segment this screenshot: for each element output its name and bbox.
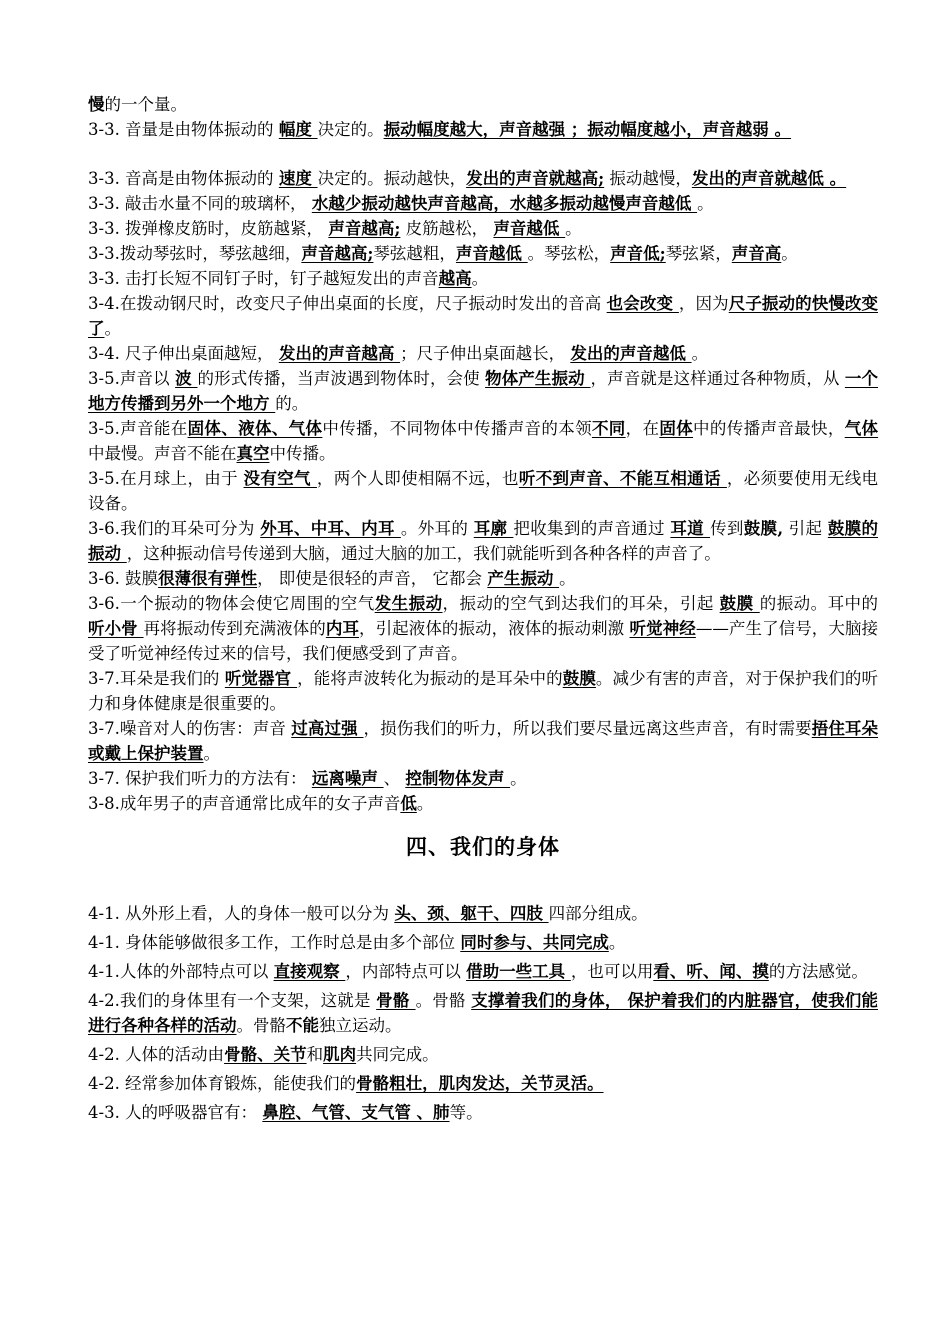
answer-text: 听不到声音、不能互相通话 [518,469,727,488]
note-text: 4-2.我们的身体里有一个支架，这就是 [88,991,377,1010]
note-line [88,341,878,366]
note-line [88,1100,878,1125]
note-text: 。 [510,769,527,788]
note-line [88,959,878,984]
answer-text: 没有空气 [243,469,317,488]
note-text: 。 [471,269,489,288]
note-text: 3-6.我们的耳朵可分为 [88,519,261,538]
note-text: ，声音就是这样通过各种物质，从 [590,369,845,388]
answer-text: 越高 [438,269,472,288]
note-line [88,92,878,117]
note-text: 中最慢。声音不能在 [88,444,237,463]
note-text: 再将振动传到充满液体的 [143,619,326,638]
note-text: 决定的。 [317,120,384,139]
answer-text: 幅度 [278,120,318,139]
answer-text: 尺子振动的快慢改变了 [88,294,879,338]
note-text: 把收集到的声音通过 [513,519,671,538]
answer-text: 看、听、闻、摸 [653,962,769,981]
note-text: 3-5.在月球上，由于 [88,469,244,488]
note-line [88,291,878,341]
answer-text: 支撑着我们的身体， 保护着我们的内脏器官，使我们能进行各种各样的活动 [88,991,879,1035]
section-3-sound [88,92,878,816]
note-text: 的形式传播，当声波遇到物体时，会使 [197,369,486,388]
answer-text: 振动幅度越大，声音越强 ；振动幅度越小，声音越弱 。 [383,120,792,139]
note-text: 中传播，不同物体中传播声音的本领 [322,419,592,438]
answer-text: 听觉神经 [629,619,696,638]
note-text: 的一个量。 [104,95,187,114]
note-text: 。减少有害的声音，对于保护我们的听力和身体健康是很重要的。 [88,669,879,713]
note-text: 3-6. 鼓膜 [88,569,159,588]
answer-text: 控制物体发声 [405,769,511,788]
note-text: ，损伤我们的听力，所以我们要尽量远离这些声音，有时需要 [363,719,812,738]
note-text: 。 [608,933,626,952]
answer-text: 耳道 [670,519,711,538]
note-text: ，能将声波转化为振动的是耳朵中的 [297,669,563,688]
answer-text: 鼓膜的振动 [88,519,878,563]
note-text: ，振动的空气到达我们的耳朵，引起 [442,594,720,613]
note-line [88,666,878,716]
note-line [88,1071,878,1096]
section-4-body [88,901,878,1125]
answer-text: 水越少振动越快声音越高，水越多振动越慢声音越低 [311,194,698,213]
note-text: 。 [697,194,714,213]
note-text: 3-6.一个振动的物体会使它周围的空气 [88,594,375,613]
note-line [88,241,878,266]
note-text: 。 [416,794,434,813]
note-text: 4-2. 人体的活动由 [88,1045,225,1064]
answer-text: 发出的声音就越低 。 [691,169,847,188]
answer-text: 骨骼、关节 [224,1045,307,1064]
note-text: 。 [203,744,220,763]
answer-text: 头、颈、躯干、四肢 [394,904,549,923]
answer-text: 骨骼 [376,991,416,1010]
answer-text: 速度 [278,169,318,188]
note-line [88,366,878,416]
note-text: 。 [565,219,582,238]
note-text: 。 [691,344,709,363]
answer-text: 也会改变 [606,294,679,313]
answer-text: 不同 [591,419,626,438]
note-text: 3-3. 音量是由物体振动的 [88,120,279,139]
note-text: 琴弦越粗， [373,244,456,263]
note-text: ，也可以用 [570,962,654,981]
answer-text: 鼓膜 [562,669,596,688]
answer-text: 声音越高; [301,244,374,263]
answer-text: 发出的声音越低 [570,344,692,363]
note-text: 4-1. 从外形上看，人的身体一般可以分为 [88,904,395,923]
answer-text: 鼓膜 [719,594,760,613]
note-line [88,716,878,766]
note-text: 传到 [710,519,744,538]
note-text: 引起 [783,519,828,538]
note-text: 3-8.成年男子的声音通常比成年的女子声音 [88,794,401,813]
note-line [88,266,878,291]
note-text: 的。 [275,394,309,413]
note-text: ，因为 [678,294,729,313]
answer-text: 肌肉 [323,1045,357,1064]
note-text: 独立运动。 [319,1016,402,1035]
note-text: 共同完成。 [356,1045,439,1064]
answer-text: 过高过强 [291,719,364,738]
answer-text: 波 [175,369,198,388]
note-text: 。 [781,244,798,263]
answer-text: 物体产生振动 [485,369,591,388]
note-line [88,516,878,566]
note-line [88,930,878,955]
note-line [88,166,878,191]
note-text: ；尺子伸出桌面越长， [400,344,571,363]
note-text: 。琴弦松， [527,244,611,263]
note-text: 3-4. 尺子伸出桌面越短， [88,344,279,363]
answer-text: 耳廓 [473,519,514,538]
note-text: 等。 [449,1103,483,1122]
answer-text: 听觉器官 [224,669,298,688]
note-line [88,591,878,666]
answer-text: 声音越低 [455,244,528,263]
note-text: 3-3. 音高是由物体振动的 [88,169,279,188]
answer-text: 声音越高; [328,219,401,238]
answer-text: 同时参与、共同完成 [460,933,609,952]
note-text: ，引起液体的振动，液体的振动刺激 [359,619,630,638]
note-text: 振动越慢， [604,169,692,188]
answer-text: 很薄很有弹性 [158,569,258,588]
answer-text: 声音高 [731,244,782,263]
note-text: 3-5.声音能在 [88,419,188,438]
note-line [88,901,878,926]
answer-text: 内耳 [325,619,360,638]
note-text: 、 [383,769,406,788]
note-text: ，两个人即使相隔不远，也 [316,469,519,488]
answer-text: 发出的声音就越高; [466,169,605,188]
answer-text: 鼓膜, [743,519,784,538]
note-text: 。骨骼 [415,991,472,1010]
note-text: 皮筋越松， [400,219,494,238]
answer-text: 产生振动 [487,569,560,588]
note-text: 3-3.拨动琴弦时，琴弦越细， [88,244,302,263]
answer-text: 不能 [286,1016,319,1035]
note-text: 3-7.耳朵是我们的 [88,669,225,688]
note-line [88,117,878,142]
note-text: 决定的。振动越快， [317,169,467,188]
answer-text: 气体 [844,419,879,438]
document-page [88,92,878,1129]
note-text: 琴弦紧， [665,244,732,263]
answer-text: 发生振动 [374,594,443,613]
note-text: 的振动。耳中的 [759,594,879,613]
answer-text: 声音低; [610,244,666,263]
note-text: 的方法感觉。 [768,962,868,981]
note-text: ，内部特点可以 [345,962,467,981]
section-heading: 四、我们的身体 [406,834,560,859]
answer-text: 外耳、中耳、内耳 [260,519,401,538]
note-line [88,566,878,591]
note-line [88,766,878,791]
note-text: 3-3. 击打长短不同钉子时，钉子越短发出的声音 [88,269,439,288]
note-text: 3-7.噪音对人的伤害：声音 [88,719,292,738]
note-text: 3-4.在拨动钢尺时，改变尺子伸出桌面的长度，尺子振动时发出的音高 [88,294,607,313]
note-line [88,191,878,216]
answer-text: 鼻腔、气管、支气管 、肺 [262,1103,450,1122]
note-text: 3-5.声音以 [88,369,176,388]
note-text: 和 [306,1045,324,1064]
note-text: 4-2. 经常参加体育锻炼，能使我们的 [88,1074,357,1093]
note-text: 4-3. 人的呼吸器官有： [88,1103,263,1122]
note-text: 3-3. 敲击水量不同的玻璃杯， [88,194,312,213]
answer-text: 直接观察 [273,962,346,981]
note-line [88,988,878,1038]
note-line [88,416,878,466]
note-text: 。 [559,569,576,588]
answer-text: 发出的声音越高 [278,344,401,363]
answer-text: 借助一些工具 [466,962,571,981]
note-text: 3-3. 拨弹橡皮筋时，皮筋越紧， [88,219,329,238]
answer-text: 固体、液体、气体 [187,419,323,438]
note-text: 4-1. 身体能够做很多工作，工作时总是由多个部位 [88,933,461,952]
answer-text: 捂住耳朵或戴上保护装置 [88,719,879,763]
answer-text: 固体 [659,419,694,438]
note-text: 。骨骼 [236,1016,286,1035]
answer-text: 声音越低 [493,219,566,238]
note-line [88,466,878,516]
answer-text: 远离噪声 [311,769,384,788]
note-text: 。外耳的 [400,519,474,538]
answer-text: 低 [400,794,417,813]
answer-text: 真空 [236,444,270,463]
note-text: 中的传播声音最快， [693,419,845,438]
note-line [88,791,878,816]
answer-text: 听小骨 [88,619,144,638]
note-text: 4-1.人体的外部特点可以 [88,962,274,981]
note-text: ，这种振动信号传递到大脑，通过大脑的加工，我们就能听到各种各样的声音了。 [126,544,721,563]
note-text: ， 即使是很轻的声音， 它都会 [257,569,488,588]
note-text: 中传播。 [269,444,336,463]
answer-text: 骨骼粗壮，肌肉发达，关节灵活。 [356,1074,604,1093]
note-line [88,216,878,241]
answer-text: 慢 [88,95,105,114]
note-text: ——产生了信号，大脑接受了听觉神经传过来的信号，我们便感受到了声音。 [88,619,879,663]
note-line [88,1042,878,1067]
note-text: 。 [104,319,121,338]
note-text: 3-7. 保护我们听力的方法有： [88,769,312,788]
note-text: 四部分组成。 [548,904,648,923]
answer-text: 一个地方传播到另外一个地方 [88,369,879,413]
note-text: ，在 [625,419,660,438]
note-text: ，必须要使用无线电设备。 [88,469,879,513]
